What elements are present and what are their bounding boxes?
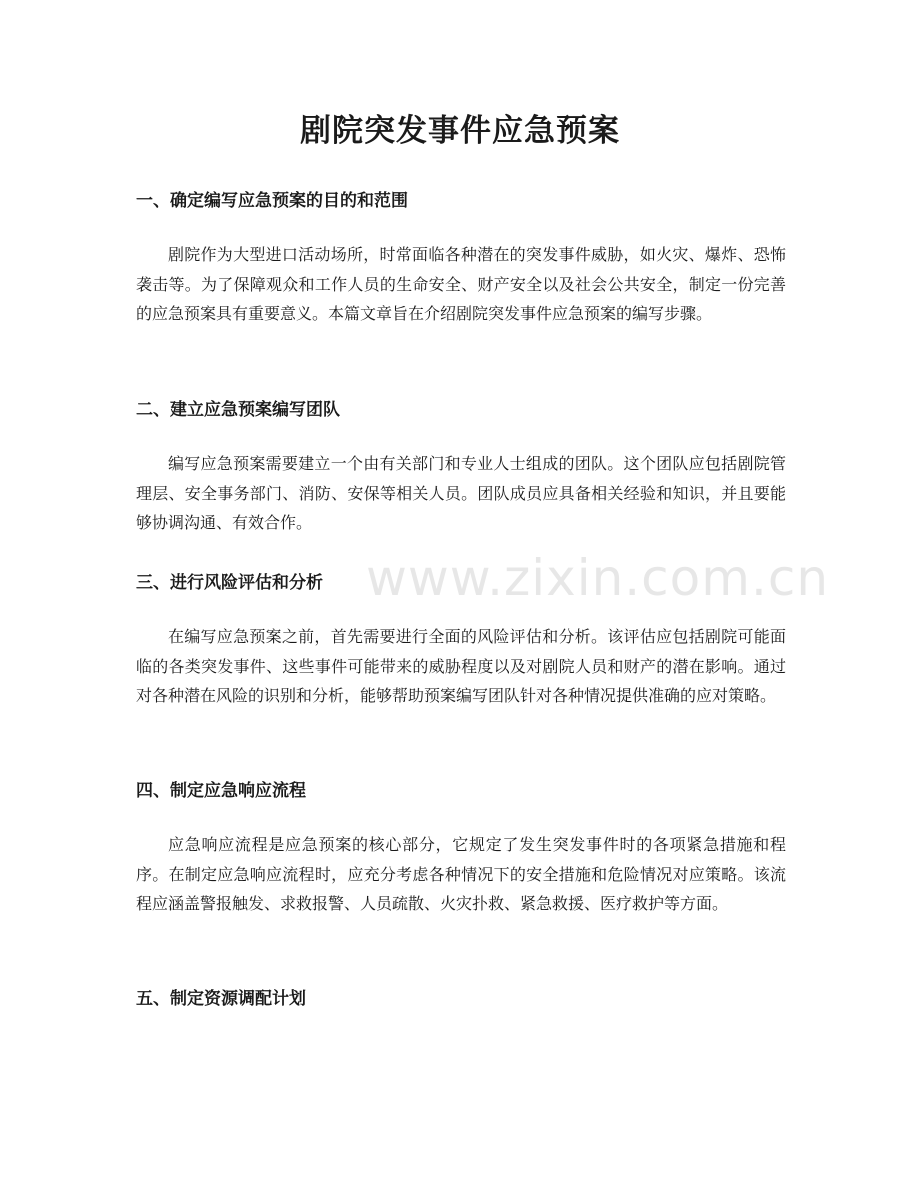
section-heading: 一、确定编写应急预案的目的和范围 [136, 191, 408, 211]
section-paragraph: 应急响应流程是应急预案的核心部分，它规定了发生突发事件时的各项紧急措施和程序。在制定应急响应流程时，应充分考虑各种情况下的安全措施和危险情况对应策略。该流程应涵盖警报触发、求救报警、人员疏散、火灾扑救、紧急救援、医疗救护等方面。 [136, 835, 786, 913]
section-paragraph: 编写应急预案需要建立一个由有关部门和专业人士组成的团队。这个团队应包括剧院管理层、安全事务部门、消防、安保等相关人员。团队成员应具备相关经验和知识，并且要能够协调沟通、有效合作。 [136, 454, 786, 532]
section-paragraph: 在编写应急预案之前，首先需要进行全面的风险评估和分析。该评估应包括剧院可能面临的各类突发事件、这些事件可能带来的威胁程度以及对剧院人员和财产的潜在影响。通过对各种潜在风险的识别和分析，能够帮助预案编写团队针对各种情况提供准确的应对策略。 [136, 627, 786, 705]
section-heading: 五、制定资源调配计划 [136, 989, 306, 1009]
section-heading: 二、建立应急预案编写团队 [136, 400, 340, 420]
section-heading: 四、制定应急响应流程 [136, 781, 306, 801]
section-purpose-scope [136, 186, 786, 329]
section-team [136, 395, 786, 538]
section-resource-allocation [136, 984, 786, 1014]
section-response-process [136, 776, 786, 919]
watermark-text: www.zixin.com.cn [366, 549, 830, 607]
section-heading: 三、进行风险评估和分析 [136, 573, 323, 593]
section-paragraph: 剧院作为大型进口活动场所，时常面临各种潜在的突发事件威胁，如火灾、爆炸、恐怖袭击等。为了保障观众和工作人员的生命安全、财产安全以及社会公共安全，制定一份完善的应急预案具有重要意义。本篇文章旨在介绍剧院突发事件应急预案的编写步骤。 [136, 245, 786, 323]
document-title: 剧院突发事件应急预案 [300, 113, 620, 149]
section-risk-assessment [136, 568, 786, 711]
